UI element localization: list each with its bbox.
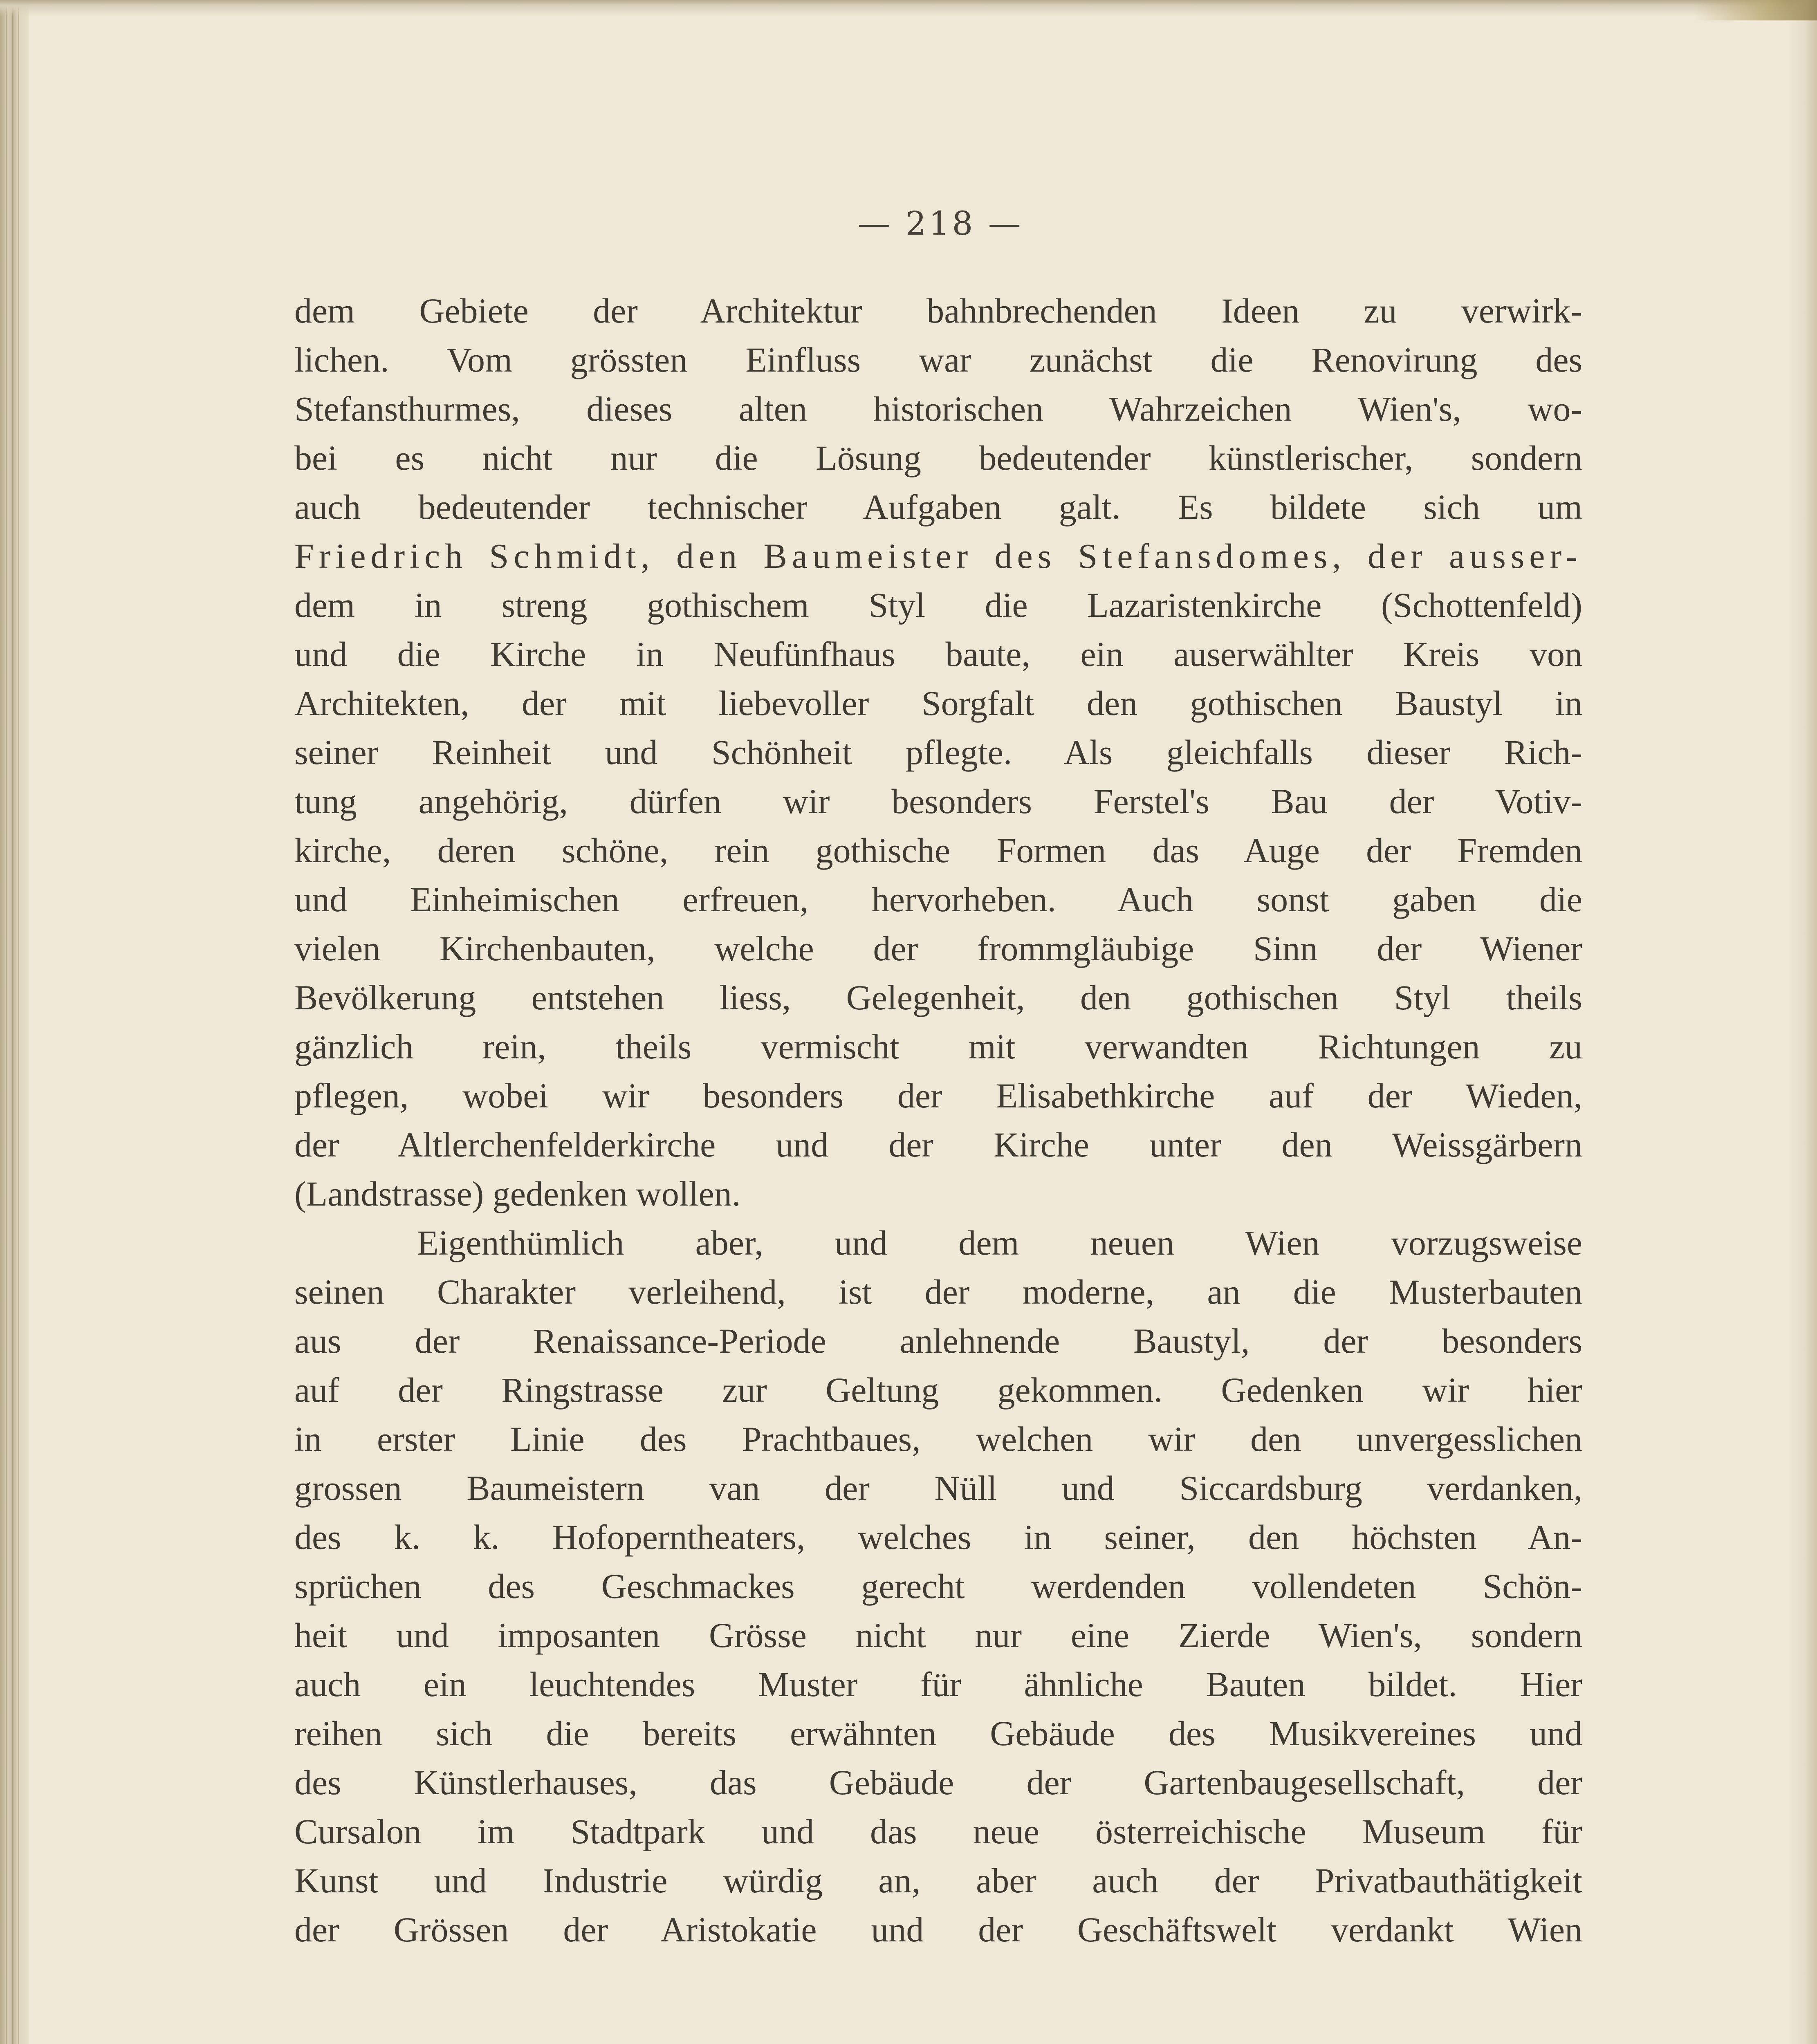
- paragraph-start-line: Eigenthümlich aber, und dem neuen Wien vorzugsweise: [417, 1223, 1582, 1262]
- text-line: des Künstlerhauses, das Gebäude der Gartenbaugesellschaft, der: [294, 1763, 1582, 1802]
- corner-discoloration: [1694, 0, 1817, 20]
- book-binding: [0, 0, 29, 2044]
- text-line: dem in streng gothischem Styl die Lazaristenkirche (Schottenfeld): [294, 585, 1582, 625]
- text-line: grossen Baumeistern van der Nüll und Siccardsburg verdanken,: [294, 1468, 1582, 1508]
- text-line: pflegen, wobei wir besonders der Elisabethkirche auf der Wieden,: [294, 1076, 1582, 1115]
- text-line: Bevölkerung entstehen liess, Gelegenheit, den gothischen Styl theils: [294, 978, 1582, 1017]
- text-line: tung angehörig, dürfen wir besonders Ferstel's Bau der Votiv-: [294, 782, 1582, 821]
- text-line: kirche, deren schöne, rein gothische Formen das Auge der Fremden: [294, 831, 1582, 870]
- text-line: (Landstrasse) gedenken wollen.: [294, 1174, 741, 1213]
- text-line: auf der Ringstrasse zur Geltung gekommen. Gedenken wir hier: [294, 1370, 1582, 1410]
- text-line: des k. k. Hofoperntheaters, welches in seiner, den höchsten An-: [294, 1517, 1582, 1557]
- text-line: sprüchen des Geschmackes gerecht werdenden vollendeten Schön-: [294, 1567, 1582, 1606]
- text-line: aus der Renaissance-Periode anlehnende Baustyl, der besonders: [294, 1321, 1582, 1360]
- text-line: auch bedeutender technischer Aufgaben galt. Es bildete sich um: [294, 487, 1582, 527]
- text-line: in erster Linie des Prachtbaues, welchen wir den unvergesslichen: [294, 1419, 1582, 1459]
- page-number: — 218 —: [857, 204, 1023, 242]
- text-line: seiner Reinheit und Schönheit pflegte. Als gleichfalls dieser Rich-: [294, 733, 1582, 772]
- body-text: [294, 286, 1582, 1954]
- text-line: Kunst und Industrie würdig an, aber auch der Privatbauthätigkeit: [294, 1861, 1582, 1900]
- text-line: gänzlich rein, theils vermischt mit verwandten Richtungen zu: [294, 1027, 1582, 1066]
- text-line: Architekten, der mit liebevoller Sorgfalt den gothischen Baustyl in: [294, 684, 1582, 723]
- text-line: und die Kirche in Neufünfhaus baute, ein auserwählter Kreis von: [294, 634, 1582, 674]
- binding-line: [6, 0, 7, 2044]
- text-line: reihen sich die bereits erwähnten Gebäude des Musikvereines und: [294, 1714, 1582, 1753]
- text-line: Cursalon im Stadtpark und das neue österreichische Museum für: [294, 1812, 1582, 1851]
- text-line: vielen Kirchenbauten, welche der frommgläubige Sinn der Wiener: [294, 929, 1582, 968]
- text-line: und Einheimischen erfreuen, hervorheben. Auch sonst gaben die: [294, 880, 1582, 919]
- text-line: der Altlerchenfelderkirche und der Kirche unter den Weissgärbern: [294, 1125, 1582, 1164]
- text-line: auch ein leuchtendes Muster für ähnliche Bauten bildet. Hier: [294, 1665, 1582, 1704]
- binding-line: [12, 0, 13, 2044]
- text-line: heit und imposanten Grösse nicht nur eine Zierde Wien's, sondern: [294, 1616, 1582, 1655]
- text-line: dem Gebiete der Architektur bahnbrechenden Ideen zu verwirk-: [294, 291, 1582, 330]
- text-line: lichen. Vom grössten Einfluss war zunächst die Renovirung des: [294, 340, 1582, 379]
- text-line: bei es nicht nur die Lösung bedeutender künstlerischer, sondern: [294, 438, 1582, 477]
- text-line: Friedrich Schmidt, den Baumeister des Stefansdomes, der ausser-: [294, 536, 1582, 576]
- text-line: der Grössen der Aristokatie und der Geschäftswelt verdankt Wien: [294, 1910, 1582, 1949]
- text-line: seinen Charakter verleihend, ist der moderne, an die Musterbauten: [294, 1272, 1582, 1311]
- page-top-edge: [0, 0, 1817, 16]
- page-right-edge: [1788, 0, 1817, 2044]
- binding-line: [18, 0, 19, 2044]
- text-line: Stefansthurmes, dieses alten historischen Wahrzeichen Wien's, wo-: [294, 389, 1582, 428]
